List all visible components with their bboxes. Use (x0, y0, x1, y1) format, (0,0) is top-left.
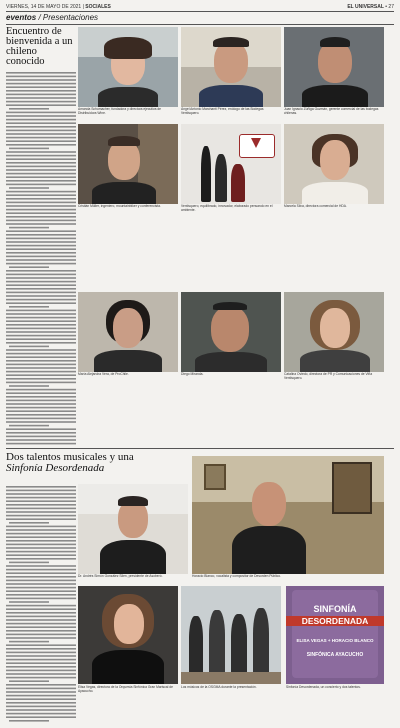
photo-catalina (284, 292, 384, 372)
photo-angel (181, 27, 281, 107)
caption-7: María Alejandra Vera, de ProChile. (78, 372, 129, 376)
caption-3: Juan Ignacio Zúñiga Guzmán, gerente comercial de las bodegas chilenas. (284, 107, 379, 115)
story2-title: Dos talentos musicales y una Sinfonía Desordenada (6, 451, 134, 474)
photo-marcela (284, 124, 384, 204)
poster-line2: DESORDENADA (286, 616, 384, 626)
story-divider (6, 448, 394, 449)
photo-musicians (181, 586, 281, 684)
caption-10: Dr. Andrés Simón González Silen, presidente de Asoberó. (78, 574, 163, 578)
photo-cristian (78, 124, 178, 204)
story2-text-lines (6, 486, 76, 722)
caption-14: Sinfonía Desordenada, un concierto y dos talentos. (286, 685, 361, 689)
section-title: eventos / Presentaciones (6, 13, 99, 22)
caption-4: Cristián Müller, ingeniero, mountainbiker y conferencista. (78, 204, 161, 208)
poster-line1: SINFONÍA (313, 604, 357, 614)
photo-concert-poster (286, 586, 384, 684)
caption-13: Los músicos de la OSGMA durante la presentación. (181, 685, 257, 689)
caption-8: Diego Miranda. (181, 372, 204, 376)
caption-9: Catalina Oviedo, directora de PR y Comunicaciones de Viña Ventisquero. (284, 372, 373, 380)
photo-diego (181, 292, 281, 372)
caption-6: Marcela Silva, directora comercial de HDA. (284, 204, 347, 208)
poster-line3: ELISA VEGAS + HORACIO BLANCO (296, 638, 374, 643)
story2-body (6, 486, 76, 722)
photo-maria (78, 292, 178, 372)
photo-amanda (78, 27, 178, 107)
story1-title: Encuentro de bienvenida a un chileno conocido (6, 26, 73, 67)
header-rule (6, 11, 394, 12)
poster-line4: SINFÓNICA AYACUCHO (306, 652, 364, 658)
photo-andres (78, 484, 188, 574)
caption-5: Ventisquero, equilibrado, innovador, elaborado pensando en el ambiente. (181, 204, 273, 212)
story1-body (6, 72, 76, 448)
caption-12: Elisa Vegas, directora de la Orquesta Sinfónica Gran Mariscal de Ayacucho. (78, 685, 173, 693)
caption-11: Horacio Blanco, vocalista y compositor de Desorden Público. (192, 574, 282, 578)
photo-elisa (78, 586, 178, 684)
section-rule (6, 24, 394, 25)
caption-1: Amanda Schumacher, fundadora y directora ejecutiva de Distribuidora Wine. (78, 107, 162, 115)
header-left: VIERNES, 14 DE MAYO DE 2021 | SOCIALES (6, 4, 111, 10)
story1-text-lines (6, 72, 76, 448)
page-header (6, 3, 394, 11)
photo-juan (284, 27, 384, 107)
photo-wine-bottles (181, 124, 281, 204)
caption-2: Ángel Antonio Marchanti Pérez, enólogo de las Bodegas Ventisquero. (181, 107, 264, 115)
photo-horacio (192, 456, 384, 574)
header-right: EL UNIVERSAL • 27 (347, 4, 394, 10)
